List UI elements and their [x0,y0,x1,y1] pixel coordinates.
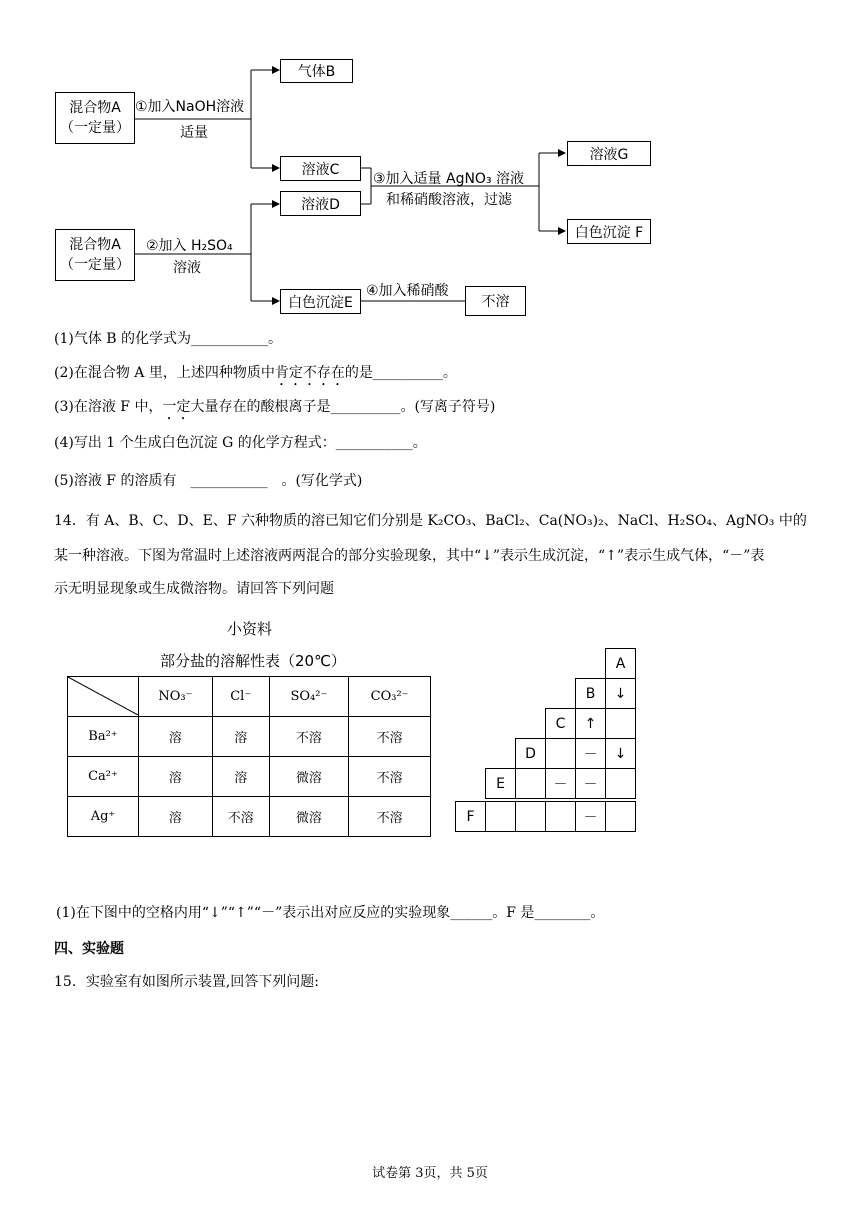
q13-part3-a: (3)在溶液 F 中， [54,399,163,415]
grid-label-a: A [605,648,636,679]
table-header-cell: SO₄²⁻ [269,677,349,717]
table-cell: 溶 [139,797,213,837]
gas-b-box: 气体B [280,59,353,83]
grid-cell-d-b[interactable]: － [575,738,606,769]
info-title: 小资料 [227,620,273,638]
grid-cell-f-e[interactable] [485,801,516,832]
q13-part2-emphasis: 肯定不存在 [274,365,345,381]
table-cell: 微溶 [269,757,349,797]
table-header-cell: NO₃⁻ [139,677,213,717]
mixture-a-label: 混合物A [69,237,121,253]
grid-label-c: C [545,708,576,739]
table-row [68,757,431,797]
table-header-cell: Cl⁻ [212,677,269,717]
grid-cell-f-c[interactable] [545,801,576,832]
mixture-a-amount: （一定量） [60,257,130,273]
grid-label-b: B [575,678,606,709]
table-cell: 不溶 [349,717,431,757]
mixture-a-box-2 [55,229,135,281]
q14-line3: 示无明显现象或生成微溶物。请回答下列问题 [54,581,334,597]
grid-cell-f-d[interactable] [515,801,546,832]
table-row-ion: Ag⁺ [68,797,139,837]
grid-cell-d-a[interactable]: ↓ [605,738,636,769]
grid-cell-f-b[interactable]: － [575,801,606,832]
step2-form: 溶液 [173,260,201,276]
q13-part3 [54,398,495,423]
step4-reagent: ④加入稀硝酸 [366,283,449,299]
q14-part1: (1)在下图中的空格内用“↓”“↑”“－”表示出对应反应的实验现象______。F 是________。 [56,905,605,921]
solution-d-box: 溶液D [280,191,361,216]
step1-reagent: ①加入NaOH溶液 [135,99,245,115]
q13-part3-c: 大量存在的酸根离子是__________。(写离子符号) [190,399,496,415]
mixture-a-label: 混合物A [69,100,121,116]
grid-label-d: D [515,738,546,769]
solution-c-box: 溶液C [280,156,361,181]
grid-cell-e-a[interactable] [605,768,636,799]
table-cell: 微溶 [269,797,349,837]
grid-cell-c-b[interactable]: ↑ [575,708,606,739]
mixture-a-amount: （一定量） [60,120,130,136]
q13-part4: (4)写出 1 个生成白色沉淀 G 的化学方程式：___________。 [54,435,427,451]
page-footer: 试卷第 3页，共 5页 [372,1166,488,1181]
precipitate-e-box: 白色沉淀E [280,289,361,314]
step3-condition: 和稀硝酸溶液，过滤 [386,192,512,208]
step2-reagent: ②加入 H₂SO₄ [146,238,233,254]
precipitate-f-box: 白色沉淀 F [567,219,651,244]
q13-part2 [54,364,457,389]
grid-cell-b-a[interactable]: ↓ [605,678,636,709]
table-cell: 溶 [139,757,213,797]
section-4-heading: 四、实验题 [54,941,124,957]
table-cell: 溶 [139,717,213,757]
grid-label-f: F [455,801,486,832]
table-row [68,797,431,837]
q15-text: 15．实验室有如图所示装置,回答下列问题: [54,974,319,990]
q13-part3-emphasis: 一定 [162,399,191,415]
table-cell: 不溶 [349,757,431,797]
table-row [68,717,431,757]
table-header-cell: CO₃²⁻ [349,677,431,717]
table-row-ion: Ba²⁺ [68,717,139,757]
q14-line2: 某一种溶液。下图为常温时上述溶液两两混合的部分实验现象，其中“↓”表示生成沉淀，“↑”表示生成气体，“－”表 [54,548,765,564]
insoluble-box: 不溶 [465,286,526,316]
grid-cell-c-a[interactable] [605,708,636,739]
table-corner-cell [68,677,139,717]
q13-part5: (5)溶液 F 的溶质有 ___________ 。(写化学式) [54,473,363,489]
step1-amount: 适量 [180,125,208,141]
grid-cell-e-b[interactable]: － [575,768,606,799]
table-cell: 不溶 [212,797,269,837]
grid-cell-f-a[interactable] [605,801,636,832]
q13-part2-c: 的是__________。 [344,365,457,381]
table-cell: 溶 [212,757,269,797]
step3-reagent: ③加入适量 AgNO₃ 溶液 [373,171,525,187]
grid-label-e: E [485,768,516,799]
grid-cell-e-c[interactable]: － [545,768,576,799]
table-cell: 溶 [212,717,269,757]
table-row-ion: Ca²⁺ [68,757,139,797]
grid-cell-d-c[interactable] [545,738,576,769]
q13-part2-a: (2)在混合物 A 里，上述四种物质中 [54,365,275,381]
grid-cell-e-d[interactable] [515,768,546,799]
q14-line1: 14．有 A、B、C、D、E、F 六种物质的溶已知它们分别是 K₂CO₃、BaCl₂、Ca(NO₃)₂、NaCl、H₂SO₄、AgNO₃ 中的 [54,513,807,529]
solubility-table-title: 部分盐的溶解性表（20℃） [160,652,346,670]
solution-g-box: 溶液G [567,141,651,166]
solubility-table [67,676,431,837]
table-cell: 不溶 [269,717,349,757]
table-header-row [68,677,431,717]
q13-part1: (1)气体 B 的化学式为___________。 [54,331,283,347]
table-cell: 不溶 [349,797,431,837]
mixture-a-box-1 [55,92,135,144]
